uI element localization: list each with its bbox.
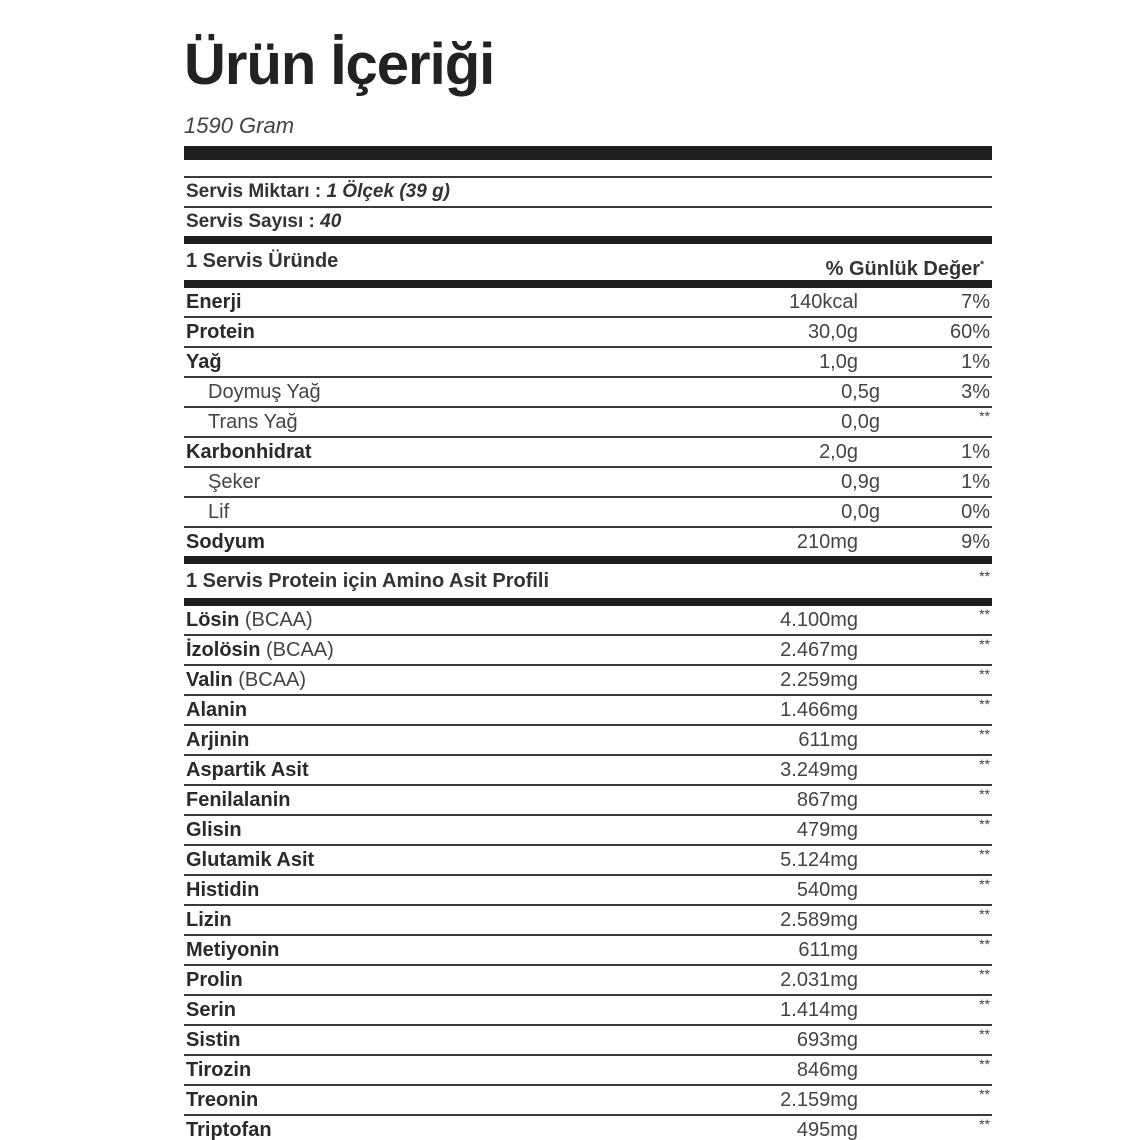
nutrient-row	[184, 498, 992, 528]
amino-daily-value: **	[979, 846, 990, 862]
nutrient-daily-value: 3%	[961, 380, 990, 403]
nutrient-amount: 0,0g	[841, 410, 880, 433]
nutrient-daily-value: 1%	[961, 440, 990, 463]
package-weight: 1590 Gram	[184, 113, 295, 138]
amino-row	[184, 936, 992, 966]
nutrient-name: Sodyum	[186, 530, 265, 553]
amino-daily-value: **	[979, 1056, 990, 1072]
amino-name-text: İzolösin	[186, 638, 261, 661]
nutrient-row	[184, 528, 992, 556]
amino-name-text: Metiyonin	[186, 938, 280, 961]
page-title: Ürün İçeriği	[184, 32, 495, 97]
amino-row	[184, 786, 992, 816]
nutrient-daily-value: 0%	[961, 500, 990, 523]
amino-amount: 495mg	[796, 1118, 858, 1140]
amino-name	[184, 609, 746, 632]
amino-row	[184, 1056, 992, 1086]
amino-profile-header	[184, 564, 992, 598]
amino-name-text: Glutamik Asit	[186, 848, 315, 871]
amino-amount: 2.467mg	[780, 638, 858, 661]
amino-name-text: Treonin	[186, 1088, 259, 1111]
amino-name	[184, 939, 746, 962]
amino-daily-value: **	[979, 876, 990, 892]
amino-row	[184, 606, 992, 636]
divider-medium	[184, 236, 992, 244]
nutrient-row	[184, 348, 992, 378]
amino-name	[184, 789, 746, 812]
divider-thick	[184, 146, 992, 160]
amino-row	[184, 756, 992, 786]
per-serving-heading: 1 Servis Üründe	[186, 250, 339, 272]
amino-name-suffix: (BCAA)	[232, 668, 307, 691]
amino-daily-value: **	[979, 1116, 990, 1132]
serving-count-label: Servis Sayısı :	[186, 211, 315, 232]
nutrient-name: Yağ	[186, 350, 222, 373]
amino-amount: 1.466mg	[780, 698, 858, 721]
table-header	[184, 244, 992, 280]
serving-count-row	[184, 208, 992, 236]
amino-daily-value: **	[979, 666, 990, 682]
amino-amount: 2.159mg	[780, 1088, 858, 1111]
amino-daily-value: **	[979, 786, 990, 802]
amino-name	[184, 1029, 746, 1052]
amino-name-text: Sistin	[186, 1028, 241, 1051]
nutrient-row	[184, 318, 992, 348]
amino-name-text: Arjinin	[186, 728, 250, 751]
amino-row	[184, 966, 992, 996]
amino-name	[184, 969, 746, 992]
nutrition-panel	[184, 30, 992, 1140]
amino-name-text: Prolin	[186, 968, 243, 991]
amino-row	[184, 906, 992, 936]
amino-name-text: Aspartik Asit	[186, 758, 309, 781]
nutrient-name: Doymuş Yağ	[208, 380, 321, 403]
nutrient-name: Karbonhidrat	[186, 440, 312, 463]
nutrient-daily-value: **	[979, 408, 990, 424]
nutrient-amount: 1,0g	[819, 350, 858, 373]
amino-row	[184, 1116, 992, 1140]
nutrient-daily-value: 7%	[961, 290, 990, 313]
amino-name-text: Triptofan	[186, 1118, 272, 1140]
amino-daily-value: **	[979, 996, 990, 1012]
serving-size-row	[184, 178, 992, 206]
nutrient-name: Trans Yağ	[208, 410, 298, 433]
nutrient-amount: 30,0g	[807, 320, 858, 343]
amino-daily-value: **	[979, 606, 990, 622]
nutrient-name: Şeker	[208, 470, 261, 493]
amino-name	[184, 639, 746, 662]
divider-medium	[184, 598, 992, 606]
nutrient-amount: 140kcal	[789, 290, 858, 313]
amino-name-text: Alanin	[186, 698, 248, 721]
serving-size-label: Servis Miktarı :	[186, 181, 322, 202]
amino-amount: 693mg	[796, 1028, 858, 1051]
amino-daily-value: **	[979, 1026, 990, 1042]
nutrient-amount: 0,5g	[841, 380, 880, 403]
amino-daily-value: **	[979, 696, 990, 712]
amino-row	[184, 666, 992, 696]
amino-name	[184, 669, 746, 692]
amino-name	[184, 879, 746, 902]
amino-row	[184, 1026, 992, 1056]
amino-profile-title: 1 Servis Protein için Amino Asit Profili	[186, 569, 550, 592]
divider-medium	[184, 556, 992, 564]
nutrient-amount: 0,9g	[841, 470, 880, 493]
amino-row	[184, 846, 992, 876]
amino-amount: 3.249mg	[780, 758, 858, 781]
serving-size-value: 1 Ölçek (39 g)	[326, 181, 451, 202]
amino-name	[184, 909, 746, 932]
nutrient-row	[184, 468, 992, 498]
nutrient-daily-value: 1%	[961, 470, 990, 493]
amino-name	[184, 849, 746, 872]
amino-amount: 2.589mg	[780, 908, 858, 931]
amino-amount: 2.031mg	[780, 968, 858, 991]
nutrient-daily-value: 9%	[961, 530, 990, 553]
amino-amount: 5.124mg	[780, 848, 858, 871]
amino-name	[184, 759, 746, 782]
amino-profile-dv: **	[979, 568, 990, 584]
amino-daily-value: **	[979, 636, 990, 652]
nutrient-amount: 2,0g	[819, 440, 858, 463]
amino-name	[184, 1089, 746, 1112]
amino-daily-value: **	[979, 1086, 990, 1102]
nutrient-name: Lif	[208, 500, 230, 523]
amino-amount: 479mg	[796, 818, 858, 841]
nutrient-row	[184, 438, 992, 468]
amino-amount: 540mg	[796, 878, 858, 901]
amino-name-text: Fenilalanin	[186, 788, 291, 811]
divider-medium	[184, 280, 992, 288]
nutrient-row	[184, 378, 992, 408]
amino-row	[184, 726, 992, 756]
amino-name	[184, 999, 746, 1022]
amino-amount: 611mg	[798, 938, 858, 961]
amino-name	[184, 819, 746, 842]
amino-name	[184, 1119, 746, 1140]
amino-name	[184, 729, 746, 752]
amino-name-text: Tirozin	[186, 1058, 252, 1081]
amino-amount: 611mg	[798, 728, 858, 751]
amino-amount: 846mg	[796, 1058, 858, 1081]
amino-daily-value: **	[979, 816, 990, 832]
amino-row	[184, 636, 992, 666]
amino-row	[184, 996, 992, 1026]
amino-daily-value: **	[979, 966, 990, 982]
amino-name-text: Histidin	[186, 878, 260, 901]
amino-amount: 1.414mg	[780, 998, 858, 1021]
serving-count-value: 40	[320, 211, 342, 232]
nutrient-name: Protein	[186, 320, 255, 343]
amino-name-text: Lösin	[186, 608, 240, 631]
amino-name	[184, 699, 746, 722]
nutrient-row	[184, 288, 992, 318]
nutrient-amount: 0,0g	[841, 500, 880, 523]
amino-name-suffix: (BCAA)	[239, 608, 313, 631]
amino-row	[184, 696, 992, 726]
amino-name	[184, 1059, 746, 1082]
amino-row	[184, 876, 992, 906]
amino-list	[184, 606, 992, 1140]
nutrient-name: Enerji	[186, 290, 242, 313]
amino-daily-value: **	[979, 936, 990, 952]
amino-name-text: Glisin	[186, 818, 242, 841]
amino-name-text: Valin	[186, 668, 233, 691]
nutrient-daily-value: 1%	[961, 350, 990, 373]
daily-value-heading: % Günlük Değer*	[825, 258, 984, 280]
amino-name-text: Serin	[186, 998, 237, 1021]
amino-daily-value: **	[979, 756, 990, 772]
amino-daily-value: **	[979, 726, 990, 742]
amino-name-text: Lizin	[186, 908, 232, 931]
nutrient-amount: 210mg	[796, 530, 858, 553]
amino-amount: 867mg	[796, 788, 858, 811]
amino-amount: 4.100mg	[780, 608, 858, 631]
amino-name-suffix: (BCAA)	[260, 638, 334, 661]
amino-row	[184, 1086, 992, 1116]
amino-amount: 2.259mg	[780, 668, 858, 691]
nutrient-daily-value: 60%	[949, 320, 990, 343]
amino-daily-value: **	[979, 906, 990, 922]
nutrient-list	[184, 288, 992, 556]
nutrient-row	[184, 408, 992, 438]
daily-value-footnote-mark: *	[980, 259, 984, 271]
amino-row	[184, 816, 992, 846]
